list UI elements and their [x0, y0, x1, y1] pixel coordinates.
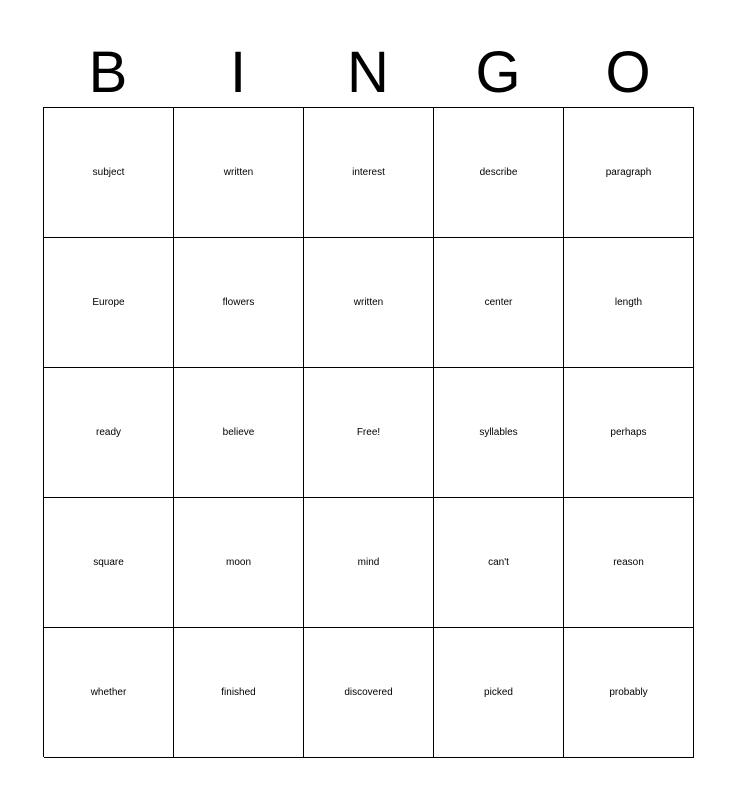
bingo-cell: reason: [564, 498, 694, 628]
bingo-cell: ready: [44, 368, 174, 498]
bingo-cell: paragraph: [564, 108, 694, 238]
header-letter-g: G: [475, 40, 521, 105]
bingo-cell: discovered: [304, 628, 434, 758]
bingo-header: [43, 38, 693, 108]
bingo-cell: written: [304, 238, 434, 368]
bingo-cell: believe: [174, 368, 304, 498]
header-letter-n: N: [347, 40, 389, 105]
bingo-cell: written: [174, 108, 304, 238]
bingo-board: [43, 107, 694, 757]
bingo-cell: subject: [44, 108, 174, 238]
bingo-cell: can't: [434, 498, 564, 628]
bingo-cell: interest: [304, 108, 434, 238]
bingo-cell: describe: [434, 108, 564, 238]
bingo-cell: probably: [564, 628, 694, 758]
bingo-cell: Europe: [44, 238, 174, 368]
header-letter-b: B: [88, 40, 128, 105]
header-letter-o: O: [605, 40, 651, 105]
free-space-cell: Free!: [304, 368, 434, 498]
bingo-cell: picked: [434, 628, 564, 758]
bingo-cell: moon: [174, 498, 304, 628]
bingo-cell: mind: [304, 498, 434, 628]
bingo-cell: perhaps: [564, 368, 694, 498]
bingo-cell: whether: [44, 628, 174, 758]
header-letter-i: I: [229, 40, 247, 105]
bingo-cell: square: [44, 498, 174, 628]
bingo-cell: center: [434, 238, 564, 368]
bingo-cell: finished: [174, 628, 304, 758]
bingo-cell: length: [564, 238, 694, 368]
bingo-cell: flowers: [174, 238, 304, 368]
bingo-cell: syllables: [434, 368, 564, 498]
